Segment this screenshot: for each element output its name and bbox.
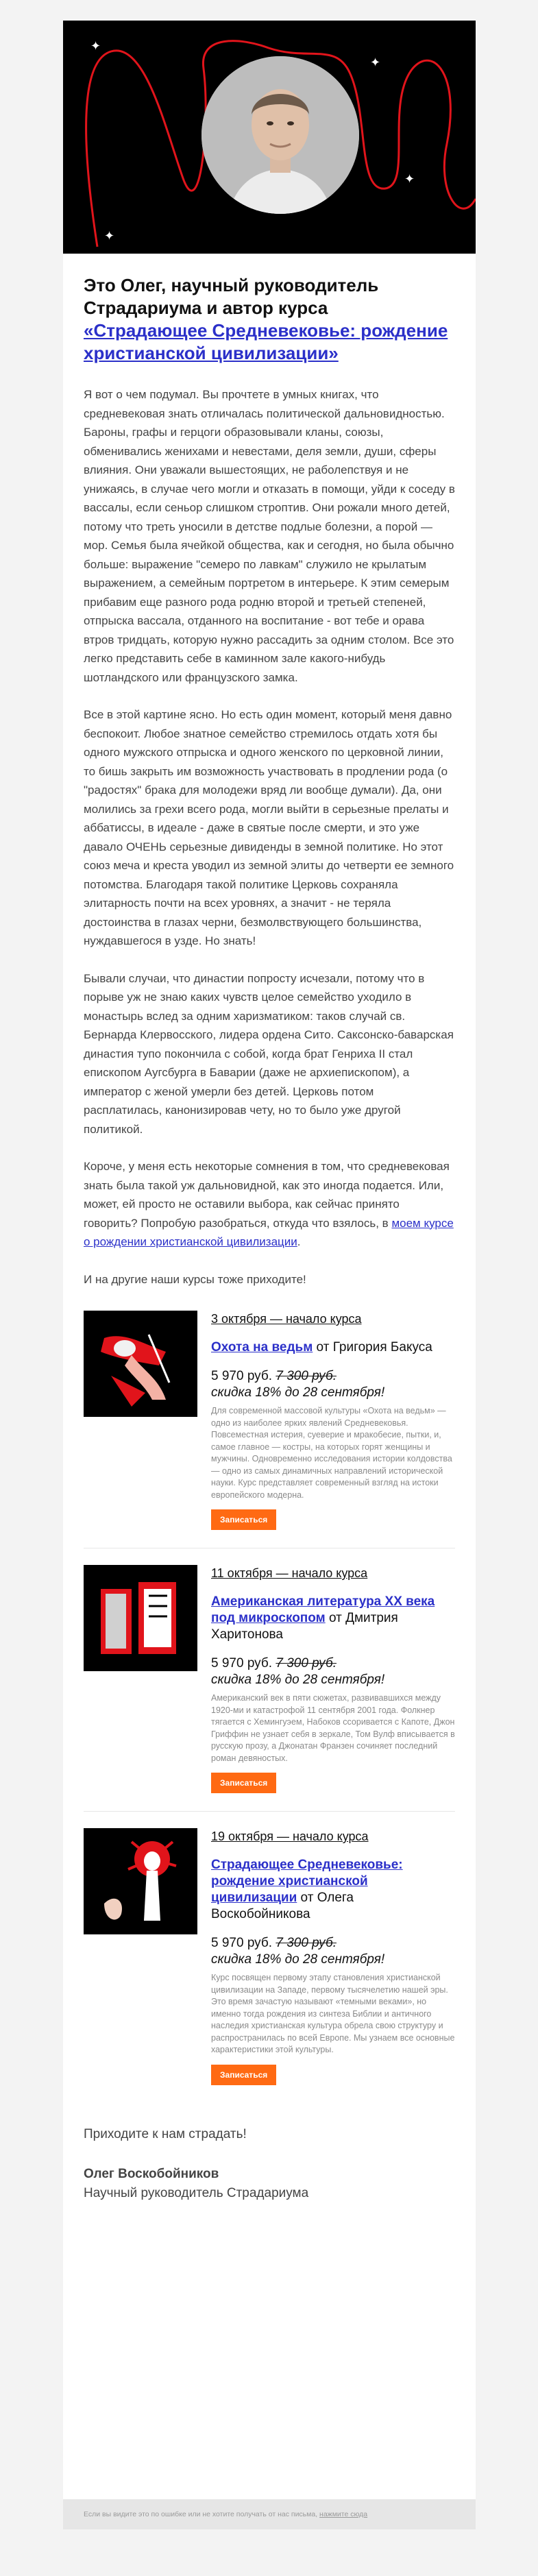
star-icon: ✦ <box>404 172 415 186</box>
course-discount: скидка 18% до 28 сентября! <box>211 1673 385 1687</box>
course-description: Для современной массовой культуры «Охота на ведьм» — одно из наиболее ярких явлений Средневековья. Повсеместная истерия, суеверие и мракобесие, пытки, и, самое главное — костры, на которых горят женщины и мужчины. Одновременно исследования истории колдовства — одно из самых динамичных направлений исторической науки. Курс представляет современный взгляд на истоки европейского модерна. <box>211 1406 452 1500</box>
course-author: от Дмитрия Харитонова <box>211 1611 398 1642</box>
intro-heading <box>84 274 455 365</box>
course-price-old: 7 300 руб. <box>276 1369 337 1383</box>
star-icon: ✦ <box>370 56 381 69</box>
email-footer <box>63 2499 476 2529</box>
signature-name: Олег Воскобойников <box>84 2166 219 2181</box>
course-title <box>211 1594 455 1643</box>
course-info <box>211 1828 455 2085</box>
body-paragraph-2: Все в этой картине ясно. Но есть один момент, который меня давно беспокоит. Любое знатное семейство стремилось отдать хотя бы одного мужского отпрыска и одного женского по церковной линии, то бишь закрыть им возможность участвовать в продлении рода (о "радостях" брака для молодежи вряд ли вообще думали). Да, они молились за грехи всего рода, могли выйти в серьезные прелаты и аббатиссы, в идеале - даже в святые после смерти, и это уже давало ОЧЕНЬ серьезные дивиденды в земной политике. Но этот союз меча и креста уводил из земной элиты до четверти ее земного потомства. Благодаря такой политике Церковь сохраняла элитарность почти на всех уровнях, а значит - не теряла достоинства в глазах черни, безмолвствующего большинства, нуждавшегося в узде. Но знать! <box>84 708 454 947</box>
course-price-old: 7 300 руб. <box>276 1936 337 1950</box>
unsubscribe-link[interactable]: нажмите сюда <box>319 2510 368 2518</box>
course-price-new: 5 970 руб. <box>211 1656 273 1670</box>
course-author: от Олега Воскобойникова <box>211 1891 354 1921</box>
course-info <box>211 1311 455 1530</box>
course-link[interactable]: моем курсе о рождении христианской цивилизации <box>84 1216 454 1248</box>
course-title <box>211 1857 455 1923</box>
body-paragraph-1: Я вот о чем подумал. Вы прочтете в умных книгах, что средневековая знать отличалась политической дальновидностью. Бароны, графы и герцоги образовывали кланы, союзы, обменивались женихами и невестами, деля земли, души, сферы влияния. Они уважали вышестоящих, не раболепствуя и не унижаясь, в случае чего могли и отказать в помощи, уйди к соседу в вассалы, если сеньор слишком строптив. Они рожали много детей, потому что треть уносили в детстве подлые болезни, а порой — мор. Семья была ячейкой общества, как и сегодня, но была обычно больше: выражение "семеро по лавкам" служило не крылатым выражением, а семейным портретом в интерьере. К этим семерым прибавим еще разного рода родню второй и третьей степеней, отпрыска вассала, отданного на воспитание - вот тебе и орава втров тридцать, которую нужно рассадить за одним столом. Все это легко представить себе в каминном зале какого-нибудь шотландского или французского замка. <box>84 388 455 684</box>
course-item <box>84 1294 455 1548</box>
paragraph-4-text: Короче, у меня есть некоторые сомнения в том, что средневековая знать была такой уж дальновидной, как это иногда подается. Или, может, ей просто не оставили выбора, как сейчас принято говорить? Попробую разобраться, откуда что взялось, в <box>84 1160 450 1230</box>
course-discount: скидка 18% до 28 сентября! <box>211 1952 385 1967</box>
course-price-new: 5 970 руб. <box>211 1936 273 1950</box>
course-description: Курс посвящен первому этапу становления христианской цивилизации на Западе, первому тысячелетию нашей эры. Это время зачастую называют «темными веками», но именно тогда рождения из синтеза Библии и античного наследия христианская культура обрела свою структуру и распространилась по всей Европе. Мы узнаем все основные характеристики этой культуры. <box>211 1973 455 2054</box>
course-info <box>211 1565 455 1793</box>
email-content <box>63 254 476 2203</box>
closing-line: Приходите к нам страдать! <box>84 2126 247 2141</box>
course-item <box>84 1812 455 2103</box>
enroll-button[interactable]: Записаться <box>211 1509 276 1530</box>
course-illustration-witch-hunt <box>84 1311 197 1417</box>
star-icon: ✦ <box>90 39 101 53</box>
intro-heading-text: Это Олег, научный руководитель Страдариума и автор курса <box>84 275 379 318</box>
signature-role: Научный руководитель Страдариума <box>84 2185 309 2200</box>
course-title-link[interactable]: «Страдающее Средневековье: рождение христианской цивилизации» <box>84 320 448 363</box>
footer-text: Если вы видите это по ошибке или не хотите получать от нас письма, <box>84 2510 320 2518</box>
course-illustration-american-literature <box>84 1565 197 1671</box>
enroll-button[interactable]: Записаться <box>211 2065 276 2085</box>
paragraph-4-end: . <box>297 1235 301 1248</box>
course-price <box>211 1368 455 1385</box>
course-price <box>211 1935 455 1952</box>
enroll-button[interactable]: Записаться <box>211 1773 276 1793</box>
course-title-link[interactable]: Страдающее Средневековье: рождение христианской цивилизации <box>211 1858 403 1905</box>
course-title <box>211 1339 455 1356</box>
body-paragraph-3: Бывали случаи, что династии попросту исчезали, потому что в порыве уж не знаю каких чувств целое семейство уходило в монастырь вслед за одним харизматиком: таков случай св. Бернарда Клервосского, лидера ордена Сито. Саксонско-баварская династия тупо покончила с собой, когда брат Генриха II стал епископом Аугсбурга в Баварии (даже не архиепископом), а император с женой умерли без детей. Церковь потом расплатилась, канонизировав чету, но то было уже другой политикой. <box>84 971 454 1136</box>
course-illustration-middle-ages <box>84 1828 197 1934</box>
course-date: 11 октября — начало курса <box>211 1566 368 1580</box>
course-discount: скидка 18% до 28 сентября! <box>211 1385 385 1400</box>
course-description: Американский век в пяти сюжетах, развивавшихся между 1920-ми и катастрофой 11 сентября 2001 года. Фолкнер тягается с Хемингуэем, Набоков ссоривается с Капоте, Джон Гриффин не узнает себя в зеркале, Том Вулф вписывается в русскую прозу, а Джонатан Франзен сочиняет последний роман девяностых. <box>211 1693 455 1763</box>
course-item <box>84 1548 455 1812</box>
body-paragraph-5: И на другие наши курсы тоже приходите! <box>84 1272 306 1286</box>
hero-banner <box>63 21 476 254</box>
course-date: 3 октября — начало курса <box>211 1312 362 1326</box>
portrait-illustration <box>201 56 359 214</box>
course-title-link[interactable]: Американская литература XX века под микроскопом <box>211 1594 435 1625</box>
star-icon: ✦ <box>104 229 115 243</box>
course-price <box>211 1655 455 1672</box>
course-title-link[interactable]: Охота на ведьм <box>211 1340 313 1354</box>
body-paragraph-4 <box>84 1157 455 1252</box>
author-portrait <box>201 56 359 214</box>
course-author: от Григория Бакуса <box>313 1340 432 1354</box>
email-card <box>63 21 476 2529</box>
course-price-new: 5 970 руб. <box>211 1369 273 1383</box>
course-date: 19 октября — начало курса <box>211 1830 369 1843</box>
course-price-old: 7 300 руб. <box>276 1656 337 1670</box>
